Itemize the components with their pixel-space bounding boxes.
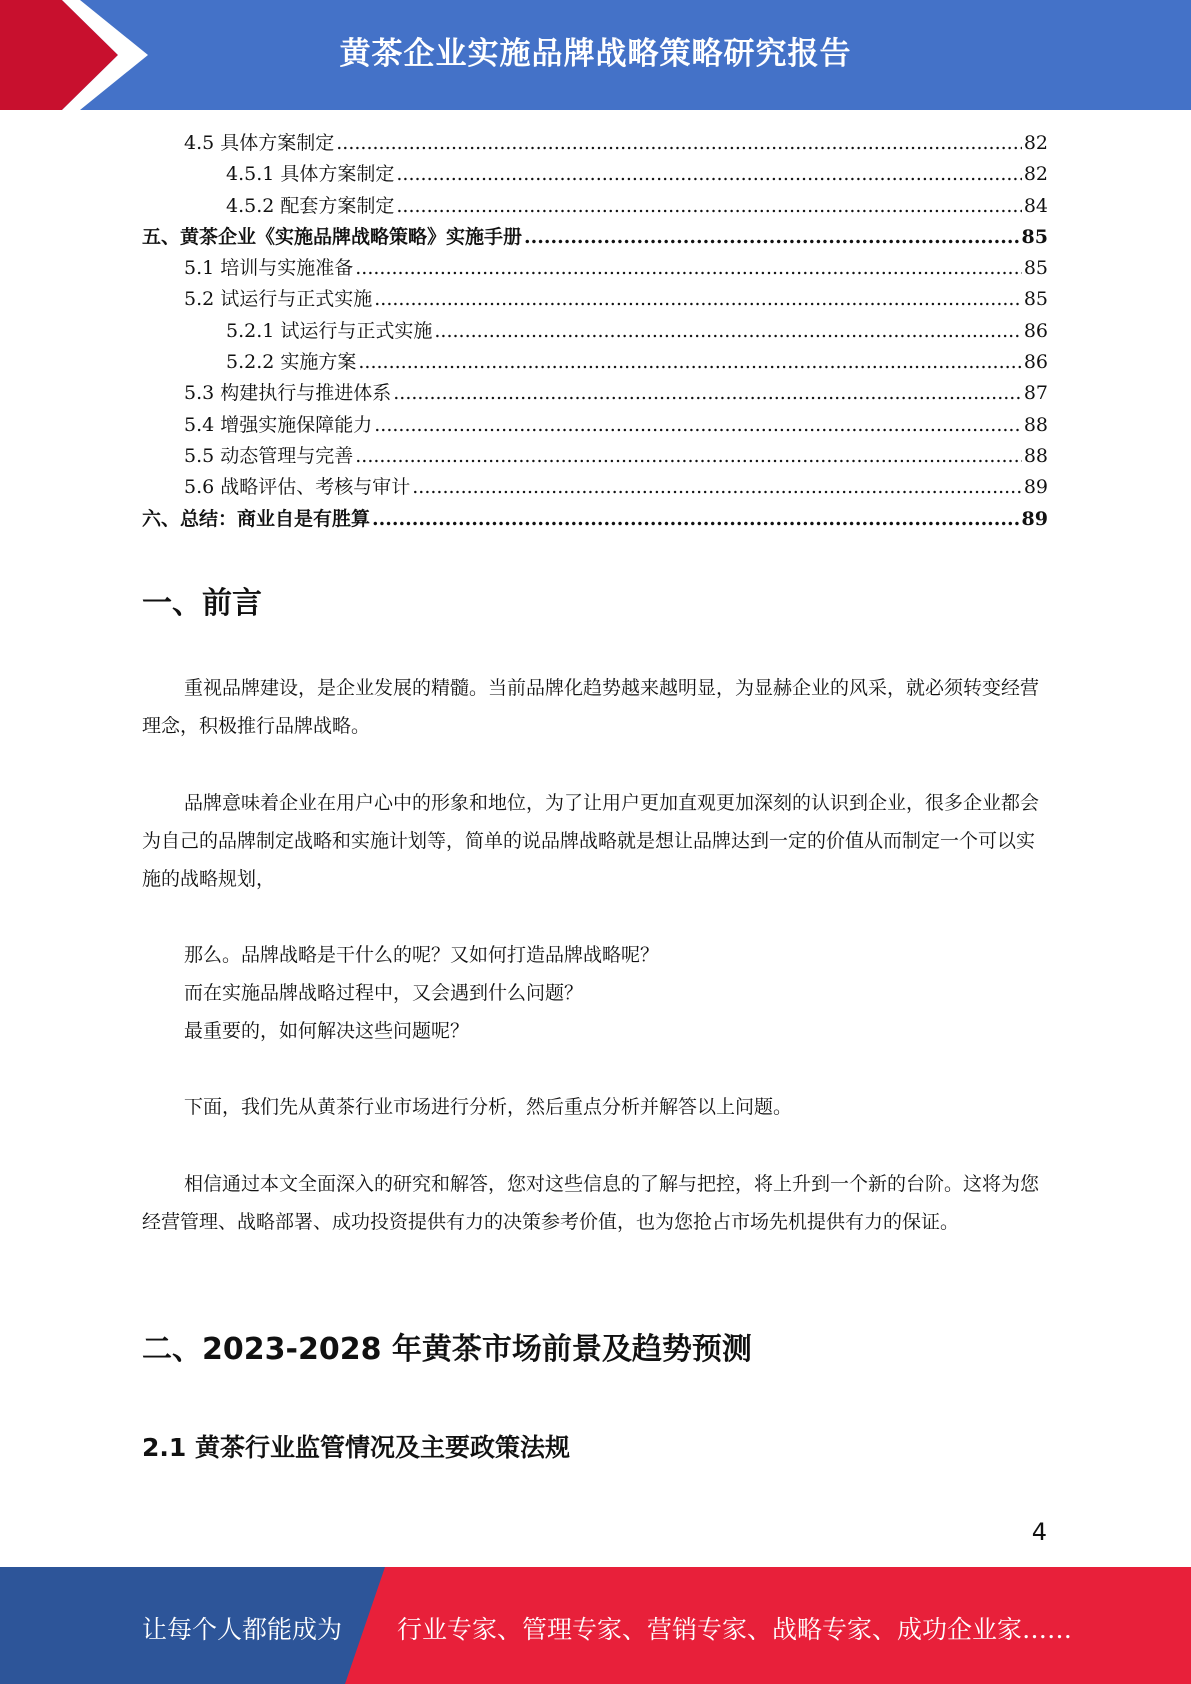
- toc-entry-label: 六、总结：商业自是有胜算: [142, 507, 371, 530]
- toc-entry-label: 4.5 具体方案制定: [184, 132, 335, 154]
- toc-entry-label: 4.5.2 配套方案制定: [226, 194, 395, 217]
- toc-leader-dots: [355, 445, 1022, 467]
- toc-entry[interactable]: [142, 253, 1048, 284]
- toc-entry-page: 86: [1023, 351, 1048, 374]
- toc-leader-dots: [396, 195, 1021, 217]
- toc-entry[interactable]: [142, 410, 1048, 441]
- toc-leader-dots: [434, 320, 1021, 342]
- toc-entry-page: 82: [1023, 163, 1048, 186]
- toc-entry-label: 5.2.1 试运行与正式实施: [226, 319, 433, 342]
- toc-entry-page: 87: [1023, 382, 1048, 405]
- toc-entry-label: 5.3 构建执行与推进体系: [184, 382, 392, 405]
- toc-entry[interactable]: [142, 191, 1048, 222]
- toc-leader-dots: [524, 226, 1020, 248]
- toc-entry-page: 85: [1023, 257, 1048, 280]
- table-of-contents: [142, 128, 1048, 535]
- toc-entry-label: 5.2 试运行与正式实施: [184, 288, 373, 311]
- toc-entry[interactable]: [142, 316, 1048, 347]
- toc-entry[interactable]: [142, 504, 1048, 535]
- page-number: 4: [1031, 1518, 1047, 1546]
- toc-entry[interactable]: [142, 472, 1048, 503]
- toc-entry-label: 5.1 培训与实施准备: [184, 257, 354, 280]
- footer-slogan-right: 行业专家、管理专家、营销专家、战略专家、成功企业家……: [397, 1615, 1073, 1644]
- page-header: [0, 0, 1191, 110]
- toc-entry-label: 五、黄茶企业《实施品牌战略策略》实施手册: [142, 225, 523, 248]
- toc-entry[interactable]: [142, 284, 1048, 315]
- toc-entry[interactable]: [142, 159, 1048, 190]
- paragraph: 那么。品牌战略是干什么的呢？又如何打造品牌战略呢？: [184, 944, 660, 966]
- paragraph: 而在实施品牌战略过程中，又会遇到什么问题？: [184, 982, 584, 1004]
- report-title: 黄茶企业实施品牌战略策略研究报告: [339, 36, 852, 72]
- toc-entry-page: 88: [1023, 413, 1048, 436]
- subsection-heading-regulation: 2.1 黄茶行业监管情况及主要政策法规: [142, 1433, 570, 1462]
- footer-slogan-left: 让每个人都能成为: [142, 1615, 343, 1644]
- toc-entry[interactable]: [142, 441, 1048, 472]
- toc-leader-dots: [355, 257, 1022, 279]
- toc-entry-page: 86: [1023, 319, 1048, 342]
- toc-entry[interactable]: [142, 347, 1048, 378]
- section-heading-market-outlook: 二、2023-2028 年黄茶市场前景及趋势预测: [142, 1332, 752, 1367]
- paragraph: 重视品牌建设，是企业发展的精髓。当前品牌化趋势越来越明显，为显赫企业的风采，就必须转变经营理念，积极推行品牌战略。: [142, 677, 1040, 737]
- toc-leader-dots: [393, 382, 1022, 404]
- toc-entry-page: 84: [1023, 194, 1048, 217]
- toc-entry-page: 89: [1021, 507, 1048, 530]
- toc-leader-dots: [358, 351, 1021, 373]
- toc-leader-dots: [412, 476, 1022, 498]
- toc-entry-label: 5.6 战略评估、考核与审计: [184, 476, 411, 499]
- toc-entry-label: 4.5.1 具体方案制定: [226, 163, 395, 186]
- paragraph: 品牌意味着企业在用户心中的形象和地位，为了让用户更加直观更加深刻的认识到企业，很多企业都会为自己的品牌制定战略和实施计划等，简单的说品牌战略就是想让品牌达到一定的价值从而制定一个可以实施的战略规划，: [142, 792, 1040, 890]
- paragraph: 相信通过本文全面深入的研究和解答，您对这些信息的了解与把控，将上升到一个新的台阶。这将为您经营管理、战略部署、成功投资提供有力的决策参考价值，也为您抢占市场先机提供有力的保证。: [142, 1173, 1040, 1233]
- toc-leader-dots: [396, 163, 1021, 185]
- section-heading-preface: 一、前言: [142, 586, 262, 621]
- toc-entry-page: 89: [1023, 476, 1048, 499]
- toc-entry-label: 5.2.2 实施方案: [226, 351, 357, 374]
- toc-entry[interactable]: [142, 128, 1048, 159]
- toc-leader-dots: [336, 132, 1022, 154]
- toc-leader-dots: [374, 288, 1022, 310]
- toc-entry-page: 82: [1023, 132, 1048, 154]
- toc-entry-label: 5.5 动态管理与完善: [184, 444, 354, 467]
- toc-entry-label: 5.4 增强实施保障能力: [184, 413, 373, 436]
- toc-entry-page: 85: [1021, 225, 1048, 248]
- toc-leader-dots: [372, 508, 1020, 530]
- toc-entry[interactable]: [142, 378, 1048, 409]
- toc-entry-page: 85: [1023, 288, 1048, 311]
- paragraph: 下面，我们先从黄茶行业市场进行分析，然后重点分析并解答以上问题。: [184, 1096, 793, 1118]
- paragraph: 最重要的，如何解决这些问题呢？: [184, 1020, 470, 1042]
- toc-entry-page: 88: [1023, 444, 1048, 467]
- toc-leader-dots: [374, 414, 1022, 436]
- toc-entry[interactable]: [142, 222, 1048, 253]
